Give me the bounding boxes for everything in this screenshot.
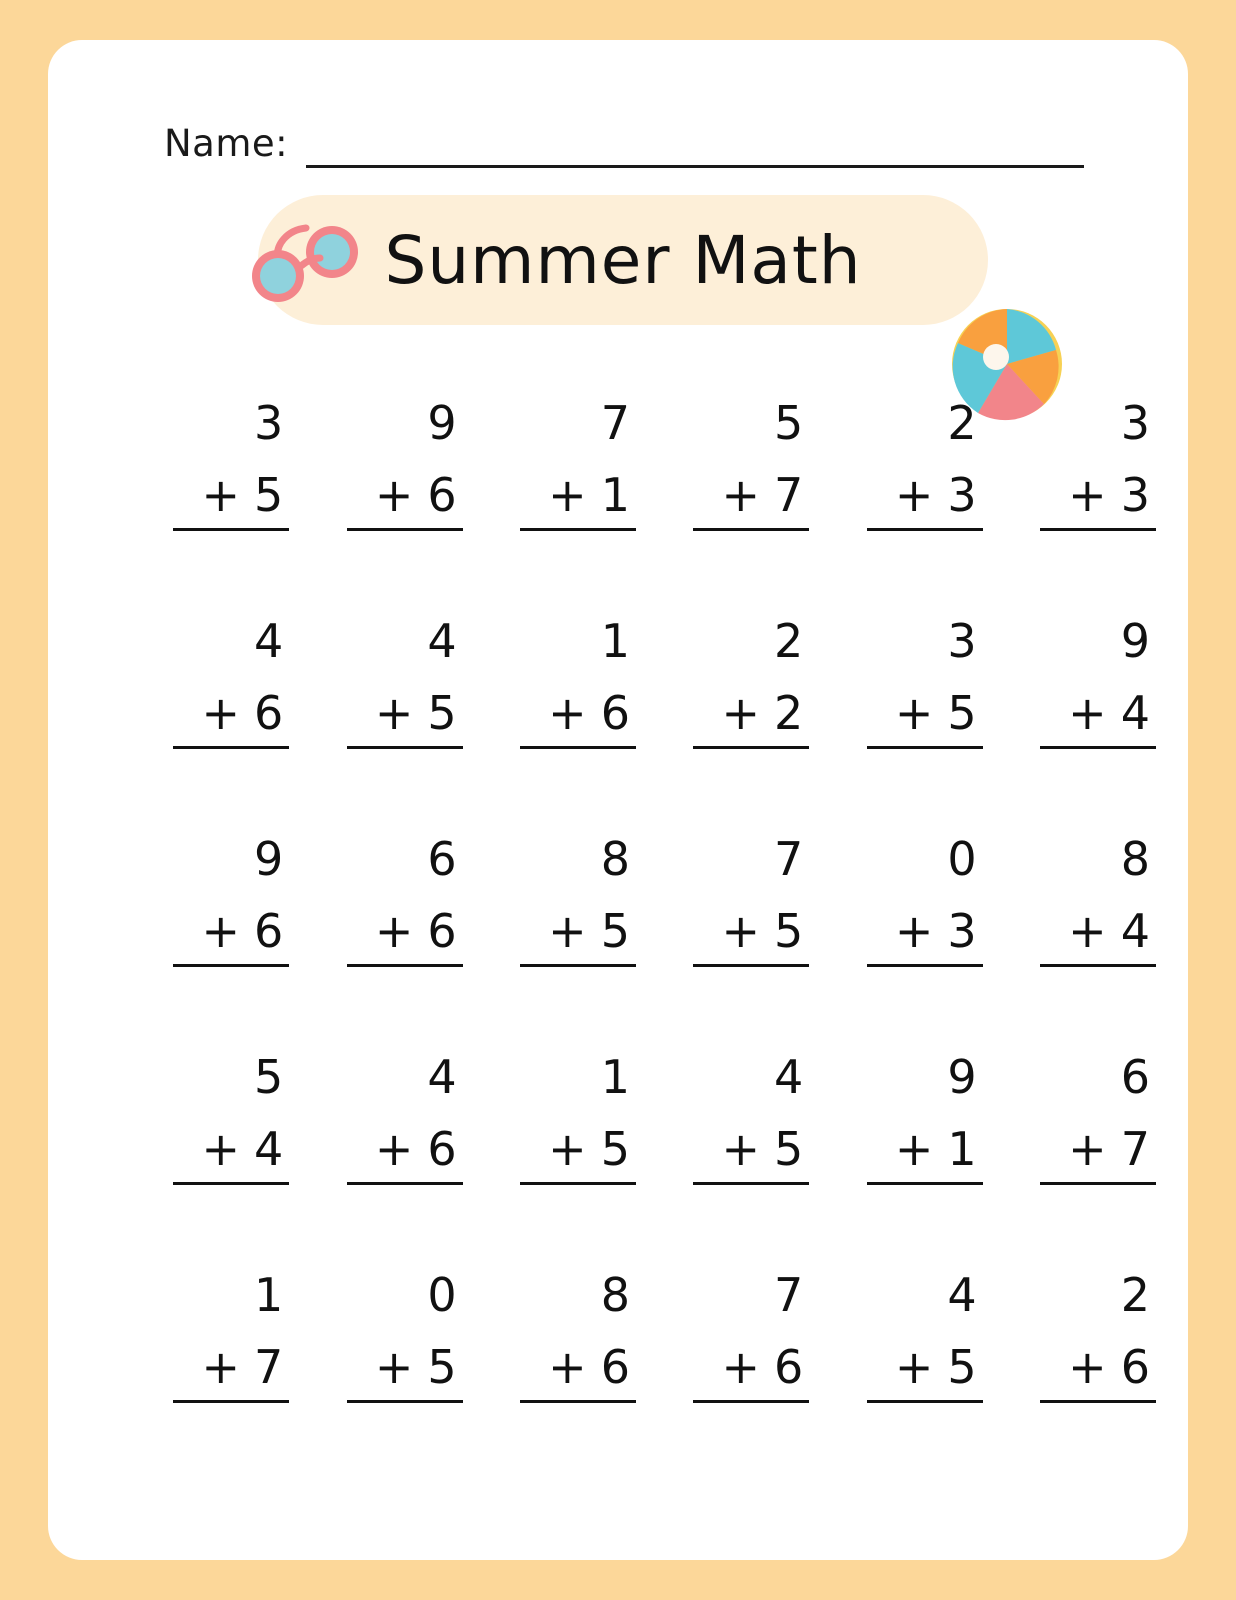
page-title: Summer Math bbox=[384, 221, 862, 299]
operator-sign: + bbox=[721, 1122, 761, 1176]
problem-item bbox=[1011, 396, 1184, 618]
operator-sign: + bbox=[721, 1340, 761, 1394]
addend-top: 9 bbox=[947, 1050, 977, 1104]
addend-bottom: 7 bbox=[774, 468, 804, 522]
operator-sign: + bbox=[1068, 686, 1107, 740]
answer-line[interactable] bbox=[520, 964, 636, 967]
addend-top: 9 bbox=[427, 396, 457, 450]
answer-line[interactable] bbox=[1040, 1400, 1156, 1403]
addend-bottom-row bbox=[201, 1122, 290, 1176]
operator-sign: + bbox=[548, 686, 587, 740]
problem-item bbox=[837, 1268, 1010, 1490]
addend-bottom: 3 bbox=[947, 904, 977, 958]
addend-bottom-row bbox=[201, 468, 290, 522]
addend-bottom: 5 bbox=[774, 1122, 804, 1176]
addend-bottom-row bbox=[374, 904, 463, 958]
addend-bottom-row bbox=[721, 468, 810, 522]
answer-line[interactable] bbox=[693, 1182, 809, 1185]
problem-item bbox=[664, 614, 837, 836]
answer-line[interactable] bbox=[1040, 964, 1156, 967]
problem-item bbox=[837, 614, 1010, 836]
operator-sign: + bbox=[1068, 904, 1107, 958]
addend-bottom: 6 bbox=[427, 1122, 457, 1176]
addend-bottom: 2 bbox=[774, 686, 804, 740]
operator-sign: + bbox=[201, 1340, 241, 1394]
operator-sign: + bbox=[201, 1122, 241, 1176]
addend-bottom-row bbox=[721, 904, 810, 958]
answer-line[interactable] bbox=[867, 1400, 983, 1403]
addend-bottom-row bbox=[201, 904, 290, 958]
addend-bottom: 3 bbox=[1120, 468, 1150, 522]
answer-line[interactable] bbox=[693, 964, 809, 967]
problem-item bbox=[317, 396, 490, 618]
addend-bottom: 5 bbox=[427, 1340, 457, 1394]
addend-top: 9 bbox=[254, 832, 284, 886]
addend-bottom-row bbox=[894, 1122, 983, 1176]
answer-line[interactable] bbox=[1040, 528, 1156, 531]
addend-top: 3 bbox=[1120, 396, 1150, 450]
addend-bottom: 6 bbox=[774, 1340, 804, 1394]
problem-item bbox=[1011, 614, 1184, 836]
addend-bottom: 5 bbox=[774, 904, 804, 958]
addend-bottom: 4 bbox=[254, 1122, 284, 1176]
answer-line[interactable] bbox=[867, 964, 983, 967]
answer-line[interactable] bbox=[173, 1182, 289, 1185]
answer-line[interactable] bbox=[347, 746, 463, 749]
answer-line[interactable] bbox=[347, 528, 463, 531]
operator-sign: + bbox=[894, 904, 934, 958]
addend-top: 8 bbox=[1120, 832, 1150, 886]
problem-item bbox=[664, 832, 837, 1054]
addend-top: 8 bbox=[600, 1268, 630, 1322]
problem-item bbox=[837, 832, 1010, 1054]
addend-bottom-row bbox=[1068, 1340, 1156, 1394]
answer-line[interactable] bbox=[1040, 746, 1156, 749]
addend-top: 5 bbox=[774, 396, 804, 450]
answer-line[interactable] bbox=[347, 1182, 463, 1185]
answer-line[interactable] bbox=[867, 1182, 983, 1185]
answer-line[interactable] bbox=[347, 1400, 463, 1403]
operator-sign: + bbox=[201, 686, 241, 740]
addend-bottom-row bbox=[548, 468, 636, 522]
answer-line[interactable] bbox=[173, 746, 289, 749]
addend-bottom-row bbox=[548, 686, 636, 740]
addend-bottom: 6 bbox=[427, 468, 457, 522]
addend-bottom: 5 bbox=[600, 904, 630, 958]
problem-item bbox=[664, 1268, 837, 1490]
addend-top: 5 bbox=[254, 1050, 284, 1104]
answer-line[interactable] bbox=[867, 528, 983, 531]
addend-bottom: 5 bbox=[600, 1122, 630, 1176]
addend-bottom: 6 bbox=[254, 904, 284, 958]
addend-bottom: 5 bbox=[947, 686, 977, 740]
addend-bottom: 4 bbox=[1120, 904, 1150, 958]
addend-bottom: 4 bbox=[1120, 686, 1150, 740]
addend-bottom-row bbox=[721, 1122, 810, 1176]
addend-top: 3 bbox=[254, 396, 284, 450]
name-field-row bbox=[164, 98, 1084, 168]
addend-bottom-row bbox=[894, 904, 983, 958]
operator-sign: + bbox=[721, 686, 761, 740]
addend-top: 6 bbox=[1120, 1050, 1150, 1104]
answer-line[interactable] bbox=[520, 528, 636, 531]
addend-bottom: 6 bbox=[600, 686, 630, 740]
problems-grid bbox=[144, 396, 1184, 1490]
operator-sign: + bbox=[721, 468, 761, 522]
addend-bottom-row bbox=[201, 686, 290, 740]
addend-top: 1 bbox=[600, 1050, 630, 1104]
answer-line[interactable] bbox=[520, 1400, 636, 1403]
problem-item bbox=[144, 1268, 317, 1490]
operator-sign: + bbox=[1068, 1122, 1107, 1176]
operator-sign: + bbox=[1068, 468, 1107, 522]
addend-bottom-row bbox=[721, 1340, 810, 1394]
answer-line[interactable] bbox=[520, 1182, 636, 1185]
operator-sign: + bbox=[894, 1122, 934, 1176]
problem-item bbox=[491, 614, 664, 836]
addend-bottom-row bbox=[894, 468, 983, 522]
addend-bottom-row bbox=[1068, 468, 1156, 522]
problem-item bbox=[317, 1268, 490, 1490]
addend-top: 0 bbox=[947, 832, 977, 886]
answer-line[interactable] bbox=[867, 746, 983, 749]
addend-top: 3 bbox=[947, 614, 977, 668]
operator-sign: + bbox=[374, 686, 414, 740]
operator-sign: + bbox=[548, 468, 587, 522]
problem-item bbox=[1011, 1050, 1184, 1272]
addend-top: 2 bbox=[774, 614, 804, 668]
addend-bottom-row bbox=[894, 686, 983, 740]
addend-bottom: 7 bbox=[1120, 1122, 1150, 1176]
operator-sign: + bbox=[548, 904, 587, 958]
problem-item bbox=[664, 1050, 837, 1272]
addend-bottom-row bbox=[548, 1340, 636, 1394]
addend-top: 1 bbox=[600, 614, 630, 668]
addend-bottom-row bbox=[894, 1340, 983, 1394]
operator-sign: + bbox=[548, 1122, 587, 1176]
problem-item bbox=[144, 832, 317, 1054]
problem-item bbox=[1011, 832, 1184, 1054]
addend-bottom-row bbox=[1068, 1122, 1156, 1176]
operator-sign: + bbox=[201, 904, 241, 958]
addend-bottom-row bbox=[721, 686, 810, 740]
addend-bottom-row bbox=[374, 468, 463, 522]
operator-sign: + bbox=[1068, 1340, 1107, 1394]
answer-line[interactable] bbox=[1040, 1182, 1156, 1185]
addend-bottom-row bbox=[374, 1340, 463, 1394]
answer-line[interactable] bbox=[693, 746, 809, 749]
addend-bottom-row bbox=[1068, 904, 1156, 958]
addend-bottom: 5 bbox=[427, 686, 457, 740]
problem-item bbox=[144, 1050, 317, 1272]
operator-sign: + bbox=[374, 904, 414, 958]
operator-sign: + bbox=[894, 686, 934, 740]
answer-line[interactable] bbox=[693, 528, 809, 531]
problem-item bbox=[491, 1268, 664, 1490]
problem-item bbox=[664, 396, 837, 618]
operator-sign: + bbox=[721, 904, 761, 958]
addend-bottom: 6 bbox=[427, 904, 457, 958]
addend-bottom-row bbox=[201, 1340, 290, 1394]
addend-top: 7 bbox=[600, 396, 630, 450]
addend-bottom: 5 bbox=[947, 1340, 977, 1394]
addend-top: 1 bbox=[254, 1268, 284, 1322]
addend-top: 7 bbox=[774, 832, 804, 886]
addend-top: 8 bbox=[600, 832, 630, 886]
addend-bottom-row bbox=[374, 1122, 463, 1176]
problem-item bbox=[144, 396, 317, 618]
answer-line[interactable] bbox=[520, 746, 636, 749]
addend-top: 6 bbox=[427, 832, 457, 886]
operator-sign: + bbox=[374, 468, 414, 522]
operator-sign: + bbox=[894, 468, 934, 522]
problem-item bbox=[317, 1050, 490, 1272]
addend-bottom-row bbox=[548, 904, 636, 958]
operator-sign: + bbox=[201, 468, 241, 522]
problem-item bbox=[1011, 1268, 1184, 1490]
addend-bottom: 5 bbox=[254, 468, 284, 522]
problem-item bbox=[837, 1050, 1010, 1272]
addend-bottom-row bbox=[548, 1122, 636, 1176]
addend-bottom-row bbox=[1068, 686, 1156, 740]
addend-bottom: 6 bbox=[1120, 1340, 1150, 1394]
addend-bottom: 1 bbox=[600, 468, 630, 522]
addend-bottom-row bbox=[374, 686, 463, 740]
addend-top: 4 bbox=[427, 1050, 457, 1104]
problem-item bbox=[491, 396, 664, 618]
answer-line[interactable] bbox=[347, 964, 463, 967]
name-label: Name: bbox=[164, 122, 289, 165]
operator-sign: + bbox=[894, 1340, 934, 1394]
addend-top: 4 bbox=[254, 614, 284, 668]
problem-item bbox=[317, 614, 490, 836]
operator-sign: + bbox=[548, 1340, 587, 1394]
problem-item bbox=[144, 614, 317, 836]
answer-line[interactable] bbox=[693, 1400, 809, 1403]
addend-top: 4 bbox=[774, 1050, 804, 1104]
answer-line[interactable] bbox=[173, 964, 289, 967]
addend-top: 9 bbox=[1120, 614, 1150, 668]
problem-item bbox=[317, 832, 490, 1054]
addend-bottom: 7 bbox=[254, 1340, 284, 1394]
addend-top: 4 bbox=[427, 614, 457, 668]
name-write-line[interactable] bbox=[306, 163, 1084, 168]
worksheet-page bbox=[48, 40, 1188, 1560]
addend-top: 7 bbox=[774, 1268, 804, 1322]
operator-sign: + bbox=[374, 1122, 414, 1176]
addend-bottom: 6 bbox=[254, 686, 284, 740]
addend-top: 2 bbox=[1120, 1268, 1150, 1322]
addend-top: 0 bbox=[427, 1268, 457, 1322]
answer-line[interactable] bbox=[173, 1400, 289, 1403]
problem-item bbox=[491, 1050, 664, 1272]
addend-top: 2 bbox=[947, 396, 977, 450]
addend-bottom: 1 bbox=[947, 1122, 977, 1176]
problem-item bbox=[491, 832, 664, 1054]
addend-bottom: 6 bbox=[600, 1340, 630, 1394]
addend-bottom: 3 bbox=[947, 468, 977, 522]
answer-line[interactable] bbox=[173, 528, 289, 531]
problem-item bbox=[837, 396, 1010, 618]
operator-sign: + bbox=[374, 1340, 414, 1394]
addend-top: 4 bbox=[947, 1268, 977, 1322]
